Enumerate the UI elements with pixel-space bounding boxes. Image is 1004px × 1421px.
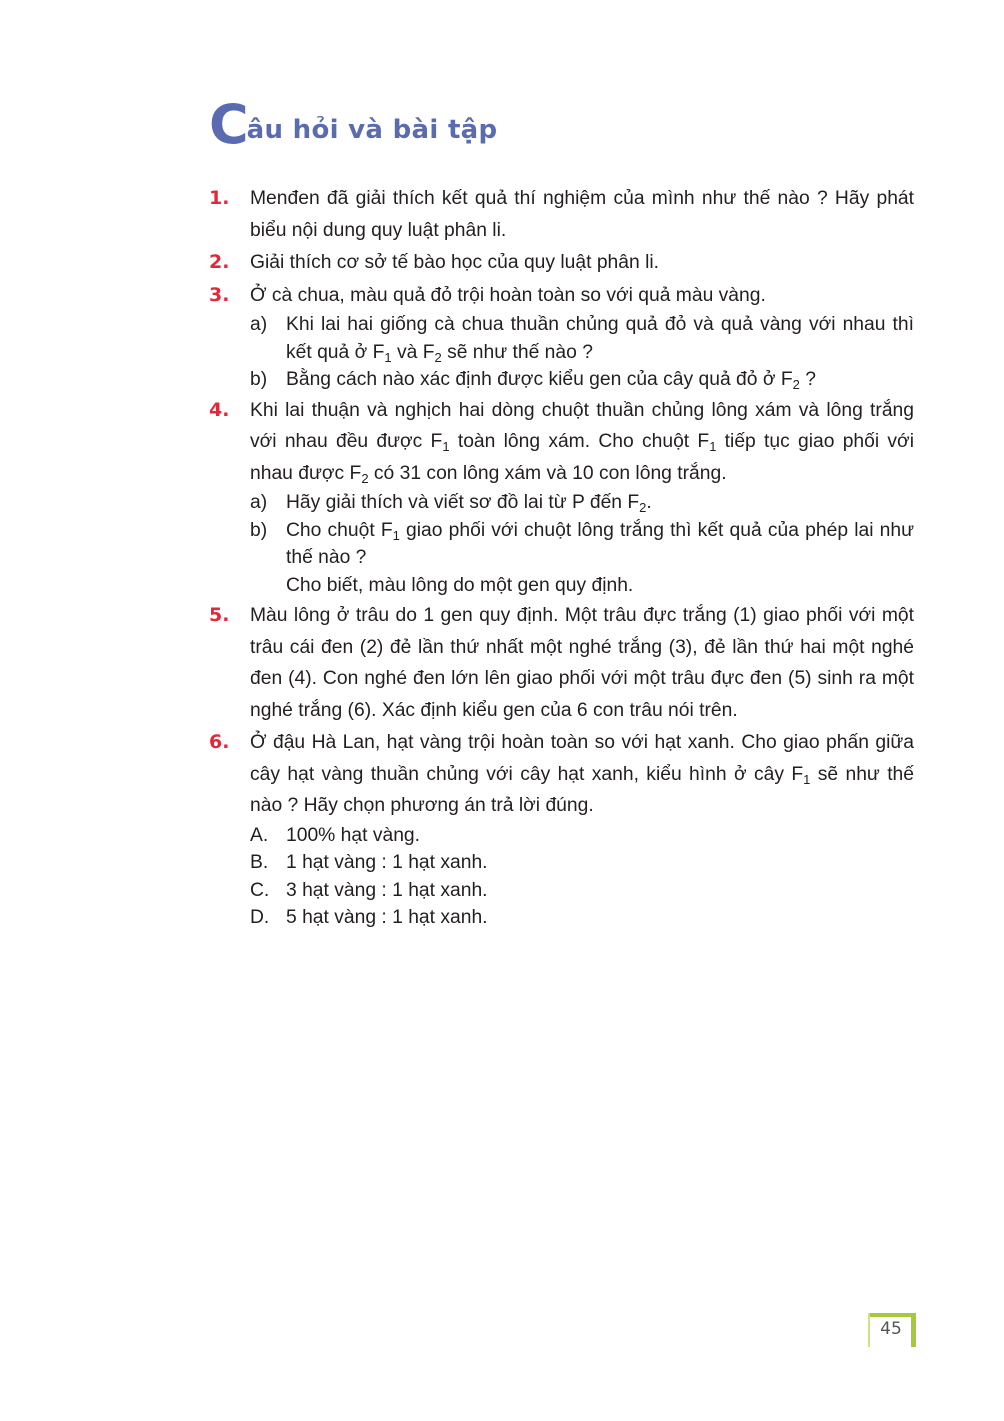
sub-label: a): [250, 314, 268, 335]
sub-text: sẽ như thế nào ?: [441, 341, 593, 363]
text-part: Ở đậu Hà Lan, hạt vàng trội hoàn toàn so với hạt xanh. Cho giao phấn giữa cây hạt vàng thuần chủng với cây hạt xanh, kiểu hình ở cây F: [250, 732, 914, 785]
sub-text: và F: [391, 341, 435, 363]
answer-option-d: [250, 904, 914, 932]
question-number: 4.: [209, 398, 230, 421]
text-part: có 31 con lông xám và 10 con lông trắng.: [368, 462, 727, 484]
option-label: B.: [250, 852, 269, 873]
option-text: 1 hạt vàng : 1 hạt xanh.: [286, 852, 488, 873]
question-list: [209, 183, 914, 933]
question-note: Cho biết, màu lông do một gen quy định.: [286, 574, 634, 596]
subscript: 2: [434, 349, 442, 365]
question-6: [209, 727, 914, 932]
question-text: Menđen đã giải thích kết quả thí nghiệm của mình như thế nào ? Hãy phát biểu nội dung quy luật phân li.: [250, 188, 914, 241]
option-label: A.: [250, 824, 269, 846]
text-part: sẽ như thế nào ? Hãy chọn phương án trả lời đúng.: [250, 763, 914, 816]
subscript: 2: [361, 470, 369, 486]
subscript: 1: [709, 439, 717, 454]
question-4: [209, 395, 914, 600]
option-text: 3 hạt vàng : 1 hạt xanh.: [286, 879, 488, 901]
sub-question-b: [250, 366, 914, 394]
question-2: [209, 247, 914, 279]
question-1: [209, 183, 914, 246]
sub-question-a: [250, 311, 914, 366]
sub-text: Cho chuột F: [286, 519, 393, 541]
page-number-bar-right: [911, 1313, 916, 1347]
text-part: Khi lai thuận và nghịch hai dòng chuột thuần chủng lông xám và lông trắng với nhau đều được F: [250, 399, 914, 452]
question-text: Giải thích cơ sở tế bào học của quy luật phân li.: [250, 252, 660, 273]
question-number: 5.: [209, 604, 230, 626]
page-number-bar-left: [868, 1313, 870, 1347]
question-number: 2.: [209, 251, 230, 273]
subscript: 1: [384, 349, 392, 365]
heading-initial: C: [209, 93, 247, 156]
section-heading: [209, 93, 498, 156]
answer-option-a: [250, 822, 914, 850]
page-number-bar-top: [868, 1313, 916, 1317]
heading-rest: âu hỏi và bài tập: [246, 115, 498, 145]
sub-text: Hãy giải thích và viết sơ đồ lai từ P đến F: [286, 492, 640, 513]
question-5: [209, 600, 914, 726]
answer-option-c: [250, 877, 914, 905]
question-text: [250, 727, 914, 822]
option-label: C.: [250, 879, 270, 901]
sub-label: a): [250, 492, 268, 513]
question-3: [209, 280, 914, 394]
sub-question-b: [250, 517, 914, 572]
option-text: 5 hạt vàng : 1 hạt xanh.: [286, 907, 488, 928]
text-part: tiếp tục giao phối với nhau được F: [250, 431, 914, 484]
sub-text: .: [646, 492, 652, 513]
question-text: Màu lông ở trâu do 1 gen quy định. Một trâu đực trắng (1) giao phối với một trâu cái đen (2) đẻ lần thứ nhất một nghé trắng (3), đẻ lần thứ hai một nghé đen (4). Con nghé đen lớn lên giao phối với một trâu đực đen (5) sinh ra một nghé trắng (6). Xác định kiểu gen của 6 con trâu nói trên.: [250, 605, 914, 721]
sub-text: ?: [799, 369, 816, 390]
question-text: [250, 395, 914, 490]
sub-label: b): [250, 519, 268, 541]
sub-label: b): [250, 369, 268, 390]
subscript: 1: [442, 439, 450, 454]
sub-text: Bằng cách nào xác định được kiểu gen của cây quả đỏ ở F: [286, 369, 793, 390]
subscript: 2: [792, 377, 800, 392]
subscript: 2: [639, 500, 647, 515]
option-label: D.: [250, 907, 270, 928]
page-number: 45: [880, 1319, 902, 1339]
sub-text: giao phối với chuột lông trắng thì kết quả của phép lai như thế nào ?: [286, 519, 915, 568]
question-text: Ở cà chua, màu quả đỏ trội hoàn toàn so với quả màu vàng.: [250, 284, 766, 306]
question-number: 6.: [209, 731, 230, 753]
subscript: 1: [803, 771, 811, 787]
option-text: 100% hạt vàng.: [286, 824, 420, 846]
question-number: 1.: [209, 187, 230, 209]
text-part: toàn lông xám. Cho chuột F: [449, 431, 710, 452]
subscript: 1: [392, 527, 400, 543]
page-number-box: [868, 1313, 916, 1347]
answer-option-b: [250, 849, 914, 877]
sub-text: Khi lai hai giống cà chua thuần chủng quả đỏ và quả vàng với nhau thì kết quả ở F: [286, 314, 914, 363]
sub-question-a: [250, 489, 914, 517]
question-number: 3.: [209, 283, 230, 306]
